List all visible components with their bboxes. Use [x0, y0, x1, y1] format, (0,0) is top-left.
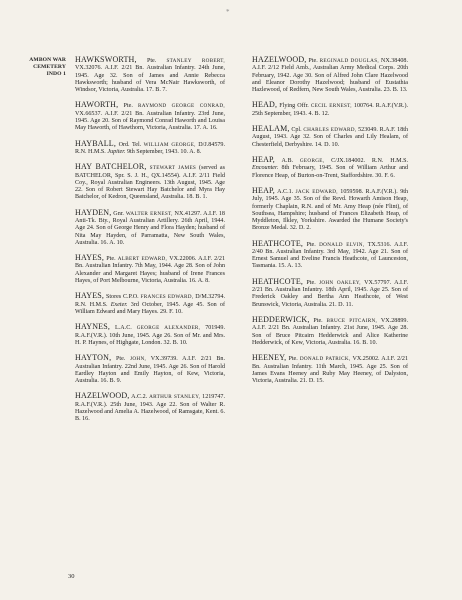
entry-rank: L.A.C.	[115, 325, 132, 332]
entry-details: 8th February, 1945. Son of William Arthur and Florence Heap, of Burton-on-Trent, Staffordshire. 30. F. 6.	[252, 165, 408, 179]
entry-surname: HAZELWOOD,	[252, 55, 307, 64]
casualty-entry	[75, 254, 225, 285]
casualty-entry	[75, 292, 225, 316]
entry-surname: HEDDERWICK,	[252, 315, 310, 325]
entry-details: 1219747. R.A.F.(V.R.). 25th June, 1943. Age 22. Son of Walter R. Hazelwood and Amelia A. Hazelwood, of Ramsgate, Kent. 6. B. 16.	[75, 394, 225, 423]
entry-given-names: RAYMOND GEORGE CONRAD,	[138, 103, 226, 110]
casualty-entry	[75, 323, 225, 347]
entry-details: 1059598. R.A.F.(V.R.). 9th July, 1945. Age 35. Son of the Revd. Howarth Amison Heap, formerly Chaplain, R.N. and of Mr. Amy Heap (née Flint), of Southsea, Hampshire; husband of Frances Elizabeth Heap, of Myddleton, Ilkley, Yorkshire. Awarded the Humane Society's Bronze Medal. 32. D. 2.	[252, 189, 408, 232]
entry-surname: HAZELWOOD,	[75, 391, 130, 401]
entry-rank: Pte.	[306, 279, 316, 286]
entry-rank: Flying Offr.	[279, 103, 309, 110]
entry-rank: A.B.	[281, 158, 294, 165]
entry-given-names: ALBERT EDWARD,	[117, 256, 168, 263]
entry-rank: Pte.	[306, 241, 316, 248]
entry-rank: Pte.	[146, 58, 157, 64]
entry-details: VX.39739. A.I.F. 2/21 Bn. Australian Infantry. 22nd June, 1945. Age 26. Son of Harold Eardley Hayton and Emily Hayton, of Kew, Victoria, Australia. 16. B. 9.	[75, 356, 225, 384]
entry-given-names: DONALD ELVIN,	[319, 241, 365, 248]
casualty-entry	[252, 187, 408, 233]
casualty-entry	[75, 392, 225, 423]
side-heading-line: INDO 1	[46, 71, 66, 78]
entry-given-names: GEORGE ALEXANDER,	[136, 325, 201, 332]
right-column	[252, 56, 408, 392]
casualty-entry	[75, 140, 225, 157]
entry-ship-name: Encounter.	[252, 165, 279, 172]
entry-given-names: GEORGE,	[299, 158, 325, 165]
entry-given-names: FRANCES EDWARD,	[140, 294, 194, 301]
casualty-entry	[75, 354, 225, 385]
entry-given-names: CHARLES EDWARD,	[303, 127, 357, 134]
entry-surname: HAYES,	[75, 291, 105, 301]
entry-details: VX.66537. A.I.F. 2/21 Bn. Australian Infantry. 23rd June, 1945. Age 20. Son of Raymond Conrad Haworth and Louisa May Haworth, of Hawthorn, Victoria, Australia. 17. A. 16.	[75, 110, 225, 132]
entry-surname: HAWKSWORTH,	[75, 55, 137, 64]
cemetery-side-heading	[10, 57, 66, 79]
casualty-entry	[252, 125, 408, 149]
entry-surname: HAWORTH,	[75, 100, 119, 110]
entry-details: (served as BATCHELOR, Spr. S. J. H., QX.14554). A.I.F. 2/11 Field Coy., Royal Australian Engineers. 13th August, 1945. Age 22. Son of Robert Stewart Hay Batchelor and Myra Hay Batchelor, of Kedron, Queensland, Australia. 18. B. 1.	[75, 165, 225, 201]
casualty-entry	[252, 156, 408, 180]
entry-service-details: D/M.32794. R.N. H.M.S.	[75, 294, 226, 308]
entry-given-names: CECIL ERNEST,	[310, 103, 352, 110]
entry-details: NX.38408. A.I.F. 2/12 Field Amb., Australian Army Medical Corps. 20th February, 1942. Age 30. Son of Alfred John Clare Hazelwood and Eleanor Dorothy Hazelwood; husband of Eustathia Hazlewood, of Redfern, New South Wales, Australia. 23. B. 13.	[252, 58, 409, 93]
entry-given-names: WILLIAM GEORGE,	[143, 141, 196, 148]
left-column	[75, 56, 225, 431]
entry-details: 523049. R.A.F. 18th August, 1943. Age 32. Son of Charles and Lily Healam, of Chesterfield, Derbyshire. 14. D. 10.	[252, 127, 409, 148]
page-number: 30	[68, 573, 75, 580]
entry-details: VX.25002. A.I.F. 2/21 Bn. Australian Infantry. 11th March, 1945. Age 25. Son of James Evans Heeney and Ruby May Heeney, of Dalyston, Victoria, Australia. 21. D. 15.	[252, 356, 409, 384]
entry-surname: HEAP,	[252, 155, 276, 165]
entry-surname: HAYTON,	[75, 353, 112, 363]
entry-details: TX.5316. A.I.F. 2/40 Bn. Australian Infantry. 3rd May, 1942. Age 21. Son of Ernest Samuel and Eveline Francis Heathcote, of Launceston, Tasmania. 15. A. 13.	[252, 241, 408, 270]
page-top-mark: *	[226, 8, 230, 16]
casualty-entry	[252, 240, 408, 271]
entry-details: 701949. R.A.F.(V.R.). 10th June, 1945. Age 26. Son of Mr. and Mrs. H. P. Haynes, of Highgate, London. 32. B. 10.	[75, 325, 225, 346]
casualty-entry	[252, 278, 408, 309]
entry-details: VX.57797. A.I.F. 2/21 Bn. Australian Infantry. 18th April, 1945. Age 25. Son of Frederick Oakley and Bertha Ann Heathcote, of West Brunswick, Victoria, Australia. 21. D. 11.	[252, 279, 409, 308]
entry-rank: Pte.	[308, 58, 318, 64]
entry-given-names: JACK EDWARD,	[295, 189, 338, 195]
entry-details: VX.22006. A.I.F. 2/21 Bn. Australian Infantry. 7th May, 1944. Age 28. Son of John Alexander and Margaret Hayes; husband of Irene Frances Hayes, of Port Melbourne, Victoria, Australia. 16. A. 8.	[75, 256, 225, 284]
entry-given-names: STEWART JAMES	[149, 165, 197, 172]
entry-rank: Pte.	[116, 356, 126, 363]
entry-surname: HEENEY,	[252, 353, 287, 363]
casualty-entry	[252, 101, 408, 118]
casualty-entry	[252, 56, 408, 94]
entry-rank: Pte.	[288, 356, 298, 363]
entry-details: 9th September, 1943. 10. A. 8.	[127, 148, 202, 155]
entry-given-names: ARTHUR STANLEY,	[149, 394, 201, 401]
casualty-entry	[252, 316, 408, 347]
entry-service-details: C/JX.184002. R.N. H.M.S.	[331, 158, 408, 165]
entry-details: NX.41297. A.I.F. 18 Anti-Tk. Bty., Royal Australian Artillery. 26th April, 1944. Age 24. Son of George Henry and Flora Hayden; husband of Nita May Hayden, of Parramatta, New South Wales, Australia. 16. A. 10.	[75, 210, 225, 246]
entry-rank: A.C.1.	[277, 189, 294, 195]
entry-rank: Cpl.	[291, 127, 302, 134]
entry-rank: A.C.2.	[131, 394, 148, 401]
entry-surname: HAYNES,	[75, 322, 111, 332]
entry-details: VX.32076. A.I.F. 2/21 Bn. Australian Infantry. 24th June, 1945. Age 32. Son of James and Annie Rebecca Hawksworth; husband of Vera McNair Hawksworth, of Windsor, Victoria, Australia. 17. B. 7.	[75, 65, 225, 93]
entry-rank: Pte.	[123, 103, 133, 110]
casualty-entry	[252, 354, 408, 385]
entry-rank: Pte.	[106, 256, 116, 263]
entry-given-names: DONALD PATRICK,	[299, 356, 351, 363]
entry-given-names: JOHN OAKLEY,	[319, 279, 361, 286]
side-heading-line: AMBON WAR	[29, 57, 66, 63]
entry-rank: Pte.	[313, 318, 323, 325]
side-heading-line: CEMETERY	[33, 64, 66, 71]
entry-surname: HEALAM,	[252, 124, 290, 134]
entry-given-names: STANLEY ROBERT,	[166, 58, 225, 64]
entry-surname: HEATHCOTE,	[252, 238, 304, 248]
entry-given-names: BRUCE PITCAIRN,	[326, 318, 378, 325]
entry-surname: HEATHCOTE,	[252, 276, 304, 286]
entry-surname: HAYBALL,	[75, 138, 117, 148]
entry-details: 100764. R.A.F.(V.R.). 25th September, 1943. 4. B. 12.	[252, 103, 408, 117]
casualty-entry	[75, 163, 225, 201]
entry-rank: Gnr.	[113, 210, 124, 217]
entry-service-details: D/J.84579. R.N. H.M.S.	[75, 141, 225, 155]
entry-surname: HEAP,	[252, 186, 276, 195]
casualty-entry	[75, 101, 225, 132]
entry-ship-name: Jupiter.	[107, 148, 126, 155]
entry-surname: HAY BATCHELOR,	[75, 162, 147, 172]
entry-surname: HAYES,	[75, 253, 105, 263]
entry-details: 3rd October, 1945. Age 45. Son of William Edward and Mary Hayes. 29. F. 10.	[75, 301, 225, 315]
entry-given-names: JOHN,	[130, 356, 147, 363]
entry-ship-name: Exeter.	[110, 301, 128, 308]
casualty-entry	[75, 56, 225, 94]
entry-given-names: WALTER ERNEST,	[125, 210, 173, 217]
entry-surname: HAYDEN,	[75, 207, 112, 217]
entry-details: VX.28899. A.I.F. 2/21 Bn. Australian Infantry. 21st June, 1945. Age 28. Son of Bruce Pitcairn Hedderwick and Alice Katherine Hedderwick, of Kew, Victoria, Australia. 16. B. 10.	[252, 318, 408, 346]
entry-surname: HEAD,	[252, 100, 278, 110]
casualty-entry	[75, 209, 225, 247]
entry-rank: Ord. Tel.	[118, 141, 142, 148]
entry-given-names: REGINALD DOUGLAS,	[319, 58, 380, 64]
entry-rank: Stores C.P.O.	[105, 294, 139, 301]
